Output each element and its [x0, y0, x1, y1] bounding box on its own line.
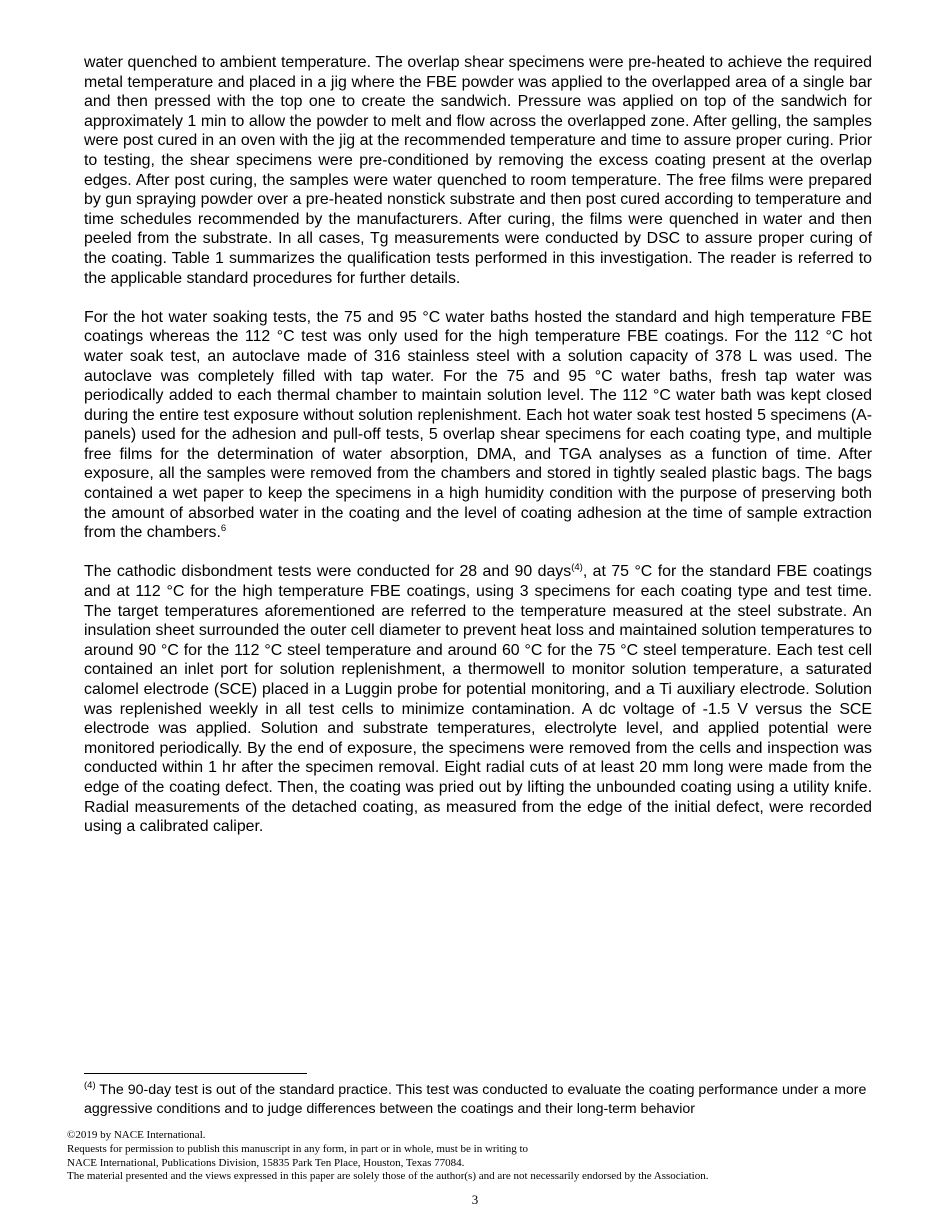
- copyright-line: ©2019 by NACE International.: [67, 1129, 206, 1141]
- permission-line: Requests for permission to publish this manuscript in any form, in part or in whole, must be in writing to: [67, 1142, 529, 1155]
- paragraph-hot-water-soak: [84, 308, 872, 543]
- paragraph-hot-water-soak-text: For the hot water soaking tests, the 75 and 95 °C water baths hosted the standard and high temperature FBE coatings whereas the 112 °C test was only used for the high temperature FBE coatings. For the 112 °C hot water soak test, an autoclave made of 316 stainless steel with a solution capacity of 378 L was used. The autoclave was completely filled with tap water. For the 75 and 95 °C water baths, fresh tap water was periodically added to each thermal chamber to maintain solution level. The 112 °C water bath was kept closed during the entire test exposure without solution replenishment. Each hot water soak test hosted 5 specimens (A-panels) used for the adhesion and pull-off tests, 5 overlap shear specimens for each coating type, and multiple free films for the determination of water absorption, DMA, and TGA analyses as a function of time. After exposure, all the samples were removed from the chambers and stored in tightly sealed plastic bags. The bags contained a wet paper to keep the specimens in a high humidity condition with the purpose of preserving both the amount of absorbed water in the coating and the level of coating adhesion at the time of sample extraction from the chambers.: [84, 308, 872, 542]
- footnote-marker: (4): [84, 1080, 96, 1091]
- footnote-reference: (4): [571, 562, 583, 574]
- copyright-notice: [67, 1129, 927, 1184]
- footnote-text: The 90-day test is out of the standard practice. This test was conducted to evaluate the coating performance under a more aggressive conditions and to judge differences between the coatings and their long-term behavior: [84, 1082, 867, 1117]
- paragraph-cathodic-disbondment-start: The cathodic disbondment tests were conducted for 28 and 90 days: [84, 563, 572, 581]
- citation-reference: 6: [220, 523, 227, 535]
- paragraph-curing-procedure: water quenched to ambient temperature. The overlap shear specimens were pre-heated to achieve the required metal temperature and placed in a jig where the FBE powder was applied to the overlapped area of a single bar and then pressed with the top one to create the sandwich. Pressure was applied on top of the sandwich for approximately 1 min to allow the powder to melt and flow across the overlapped zone. After gelling, the samples were post cured in an oven with the jig at the recommended temperature and time to assure proper curing. Prior to testing, the shear specimens were pre-conditioned by removing the excess coating present at the overlap edges. After post curing, the samples were water quenched to room temperature. The free films were prepared by gun spraying powder over a pre-heated nonstick substrate and then post cured according to temperature and time schedules recommended by the manufacturers. After curing, the films were quenched in water and then peeled from the substrate. In all cases, Tg measurements were conducted by DSC to assure proper curing of the coating. Table 1 summarizes the qualification tests performed in this investigation. The reader is referred to the applicable standard procedures for further details.: [84, 54, 872, 287]
- body-text: [84, 53, 872, 856]
- publisher-address-line: NACE International, Publications Division, 15835 Park Ten Place, Houston, Texas 77084.: [67, 1156, 465, 1169]
- footnote-divider: [84, 1073, 307, 1074]
- page-number: 3: [471, 1192, 479, 1207]
- footnote: [84, 1081, 874, 1119]
- paragraph-cathodic-disbondment: [84, 562, 872, 836]
- disclaimer-line: The material presented and the views expressed in this paper are solely those of the author(s) and are not necessarily endorsed by the Association.: [67, 1170, 709, 1183]
- paragraph-cathodic-disbondment-rest: , at 75 °C for the standard FBE coatings and at 112 °C for the high temperature FBE coatings, using 3 specimens for each coating type and test time. The target temperatures aforementioned are referred to the temperature measured at the steel substrate. An insulation sheet surrounded the outer cell diameter to prevent heat loss and maintained solution temperatures to around 90 °C for the 112 °C steel temperature and around 60 °C for the 75 °C steel temperature. Each test cell contained an inlet port for solution replenishment, a thermowell to monitor solution temperature, a saturated calomel electrode (SCE) placed in a Luggin probe for potential monitoring, and a Ti auxiliary electrode. Solution was replenished weekly in all test cells to minimize contamination. A dc voltage of -1.5 V versus the SCE electrode was applied. Solution and substrate temperatures, electrolyte level, and applied potential were monitored periodically. By the end of exposure, the specimens were removed from the cells and inspection was conducted within 1 hr after the specimen removal. Eight radial cuts of at least 20 mm long were made from the edge of the coating defect. Then, the coating was pried out by lifting the unbounded coating using a utility knife. Radial measurements of the detached coating, as measured from the edge of the initial defect, were recorded using a calibrated caliper.: [84, 563, 873, 836]
